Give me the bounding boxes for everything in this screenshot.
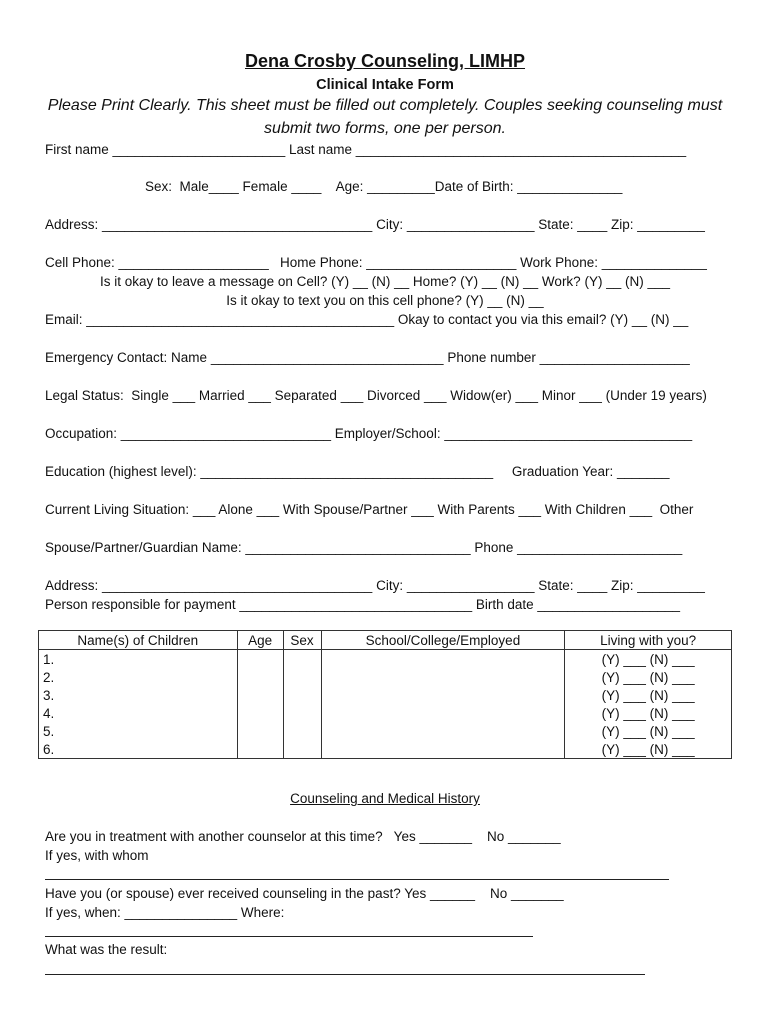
age-cell[interactable] (237, 722, 283, 740)
occupation-row[interactable]: Occupation: ____________________________ Employer/School: _________________________________ (45, 426, 693, 441)
instructions-line-1: Please Print Clearly. This sheet must be filled out completely. Couples seeking counseling must (47, 97, 723, 114)
living-cell[interactable]: (Y) ___ (N) ___ (565, 668, 732, 686)
answer-line[interactable] (45, 879, 669, 880)
answer-line[interactable] (45, 936, 533, 937)
history-heading: Counseling and Medical History (290, 791, 480, 806)
message-permission-row[interactable]: Is it okay to leave a message on Cell? (Y) __ (N) __ Home? (Y) __ (N) __ Work? (Y) __ (N) ___ (100, 274, 670, 289)
school-cell[interactable] (321, 704, 565, 722)
school-cell[interactable] (321, 740, 565, 759)
spouse-guardian-row[interactable]: Spouse/Partner/Guardian Name: ______________________________ Phone ______________________ (45, 540, 683, 555)
legal-status-row[interactable]: Legal Status: Single ___ Married ___ Separated ___ Divorced ___ Widow(er) ___ Minor ___ (Under 19 years) (45, 388, 707, 403)
age-cell[interactable] (237, 650, 283, 669)
emergency-contact-row[interactable]: Emergency Contact: Name _______________________________ Phone number ____________________ (45, 350, 690, 365)
sex-cell[interactable] (283, 722, 321, 740)
school-cell[interactable] (321, 686, 565, 704)
sex-cell[interactable] (283, 704, 321, 722)
result-question: What was the result: (45, 942, 168, 957)
col-header-living: Living with you? (565, 631, 732, 650)
table-row[interactable] (39, 740, 732, 759)
living-cell[interactable]: (Y) ___ (N) ___ (565, 704, 732, 722)
row-number: 5. (39, 722, 238, 740)
form-title: Dena Crosby Counseling, LIMHP (244, 51, 526, 71)
table-row[interactable] (39, 668, 732, 686)
payment-row[interactable]: Person responsible for payment _______________________________ Birth date ___________________ (45, 597, 681, 612)
living-cell[interactable]: (Y) ___ (N) ___ (565, 650, 732, 669)
table-row[interactable] (39, 704, 732, 722)
current-treatment-followup: If yes, with whom (45, 848, 149, 863)
current-treatment-question[interactable]: Are you in treatment with another counselor at this time? Yes _______ No _______ (45, 829, 561, 844)
children-table-header (39, 631, 732, 650)
col-header-name: Name(s) of Children (39, 631, 238, 650)
col-header-school: School/College/Employed (321, 631, 565, 650)
row-number: 4. (39, 704, 238, 722)
phones-row[interactable]: Cell Phone: ____________________ Home Phone: ____________________ Work Phone: ______________ (45, 255, 707, 270)
living-cell[interactable]: (Y) ___ (N) ___ (565, 686, 732, 704)
school-cell[interactable] (321, 722, 565, 740)
table-row[interactable] (39, 686, 732, 704)
living-situation-row[interactable]: Current Living Situation: ___ Alone ___ With Spouse/Partner ___ With Parents ___ With Children ___ Other (45, 502, 694, 517)
row-number: 6. (39, 740, 238, 759)
age-cell[interactable] (237, 740, 283, 759)
address-row[interactable]: Address: ____________________________________ City: _________________ State: ____ Zip: _________ (45, 217, 705, 232)
age-cell[interactable] (237, 686, 283, 704)
col-header-age: Age (237, 631, 283, 650)
address-2-row[interactable]: Address: ____________________________________ City: _________________ State: ____ Zip: _________ (45, 578, 705, 593)
sex-cell[interactable] (283, 686, 321, 704)
living-cell[interactable]: (Y) ___ (N) ___ (565, 722, 732, 740)
form-subtitle: Clinical Intake Form (316, 77, 454, 93)
instructions-line-2: submit two forms, one per person. (264, 120, 506, 137)
table-row[interactable] (39, 722, 732, 740)
sex-cell[interactable] (283, 740, 321, 759)
children-table (38, 630, 732, 759)
sex-cell[interactable] (283, 650, 321, 669)
name-field-row[interactable]: First name _______________________ Last name ____________________________________________ (45, 142, 687, 157)
age-cell[interactable] (237, 668, 283, 686)
past-counseling-question[interactable]: Have you (or spouse) ever received counseling in the past? Yes ______ No _______ (45, 886, 564, 901)
row-number: 1. (39, 650, 238, 669)
email-row[interactable]: Email: _________________________________________ Okay to contact you via this email? (Y) __ (N) __ (45, 312, 689, 327)
education-row[interactable]: Education (highest level): _______________________________________ Graduation Year: _______ (45, 464, 670, 479)
row-number: 3. (39, 686, 238, 704)
sex-cell[interactable] (283, 668, 321, 686)
row-number: 2. (39, 668, 238, 686)
text-permission-row[interactable]: Is it okay to text you on this cell phone? (Y) __ (N) __ (226, 293, 544, 308)
answer-line[interactable] (45, 974, 645, 975)
living-cell[interactable]: (Y) ___ (N) ___ (565, 740, 732, 759)
school-cell[interactable] (321, 650, 565, 669)
table-row[interactable] (39, 650, 732, 669)
past-counseling-followup[interactable]: If yes, when: _______________ Where: (45, 905, 285, 920)
sex-age-dob-row[interactable]: Sex: Male____ Female ____ Age: _________Date of Birth: ______________ (145, 179, 623, 194)
col-header-sex: Sex (283, 631, 321, 650)
age-cell[interactable] (237, 704, 283, 722)
school-cell[interactable] (321, 668, 565, 686)
